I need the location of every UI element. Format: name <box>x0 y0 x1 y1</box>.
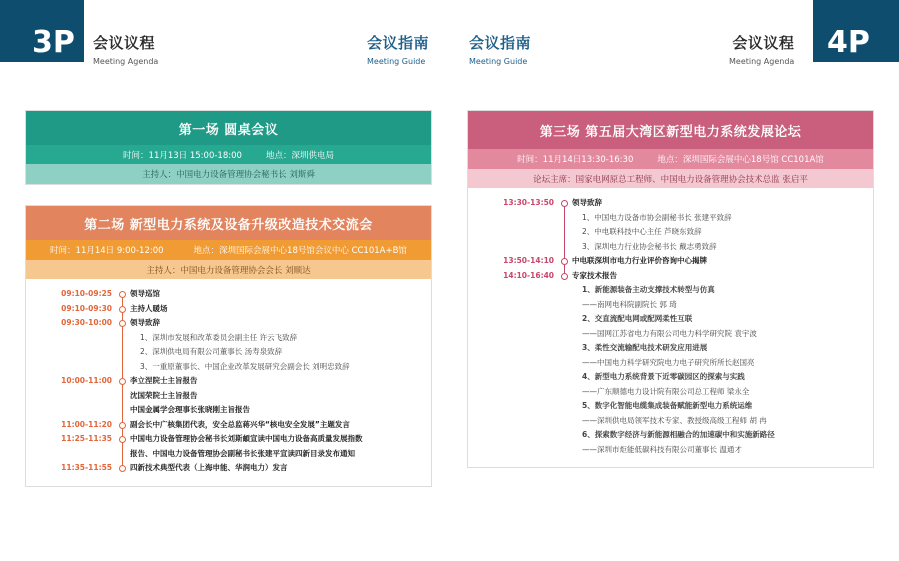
agenda-text: 报告、中国电力设备管理协会副秘书长张建平宣读四新目录发布通知 <box>130 448 355 458</box>
agenda-time: 09:10-09:25 <box>61 289 112 298</box>
agenda-row <box>468 196 873 211</box>
agenda-time: 13:30-13:50 <box>503 198 554 207</box>
agenda-text: 沈国荣院士主旨报告 <box>130 390 198 400</box>
session2-place: 地点：深圳国际会展中心18号馆会议中心 CC101A+B馆 <box>193 246 407 256</box>
agenda-text: 2、交直流配电网或配网柔性互联 <box>582 314 693 323</box>
agenda-text: 中国金属学会理事长张晓刚主旨报告 <box>130 405 250 414</box>
agenda-text: 6、探索数字经济与新能源相融合的加速碳中和实施新路径 <box>582 430 775 439</box>
agenda-row <box>468 341 873 356</box>
guide-title-zh: 会议指南 <box>367 34 430 52</box>
timeline-dot <box>118 374 126 389</box>
guide-title-en: Meeting Guide <box>367 57 426 66</box>
agenda-row <box>26 331 431 346</box>
agenda-time: 11:25-11:35 <box>61 434 112 443</box>
agenda-row <box>468 240 873 255</box>
agenda-text: 2、中电联科技中心主任 芦晓东致辞 <box>582 227 702 236</box>
header-agenda-right <box>729 32 794 66</box>
session3-info <box>468 149 873 169</box>
session1-info <box>26 145 431 164</box>
agenda-text: ——南网电科院副院长 郭 琦 <box>582 299 677 309</box>
agenda-time: 09:30-10:00 <box>61 318 112 327</box>
agenda-text: 3、一重原董事长、中国企业改革发展研究会副会长 刘明忠致辞 <box>140 361 350 371</box>
header-guide-left <box>367 32 429 66</box>
agenda-text: 领导致辞 <box>572 198 602 207</box>
agenda-text: 1、新能源装备主动支撑技术转型与仿真 <box>582 285 715 294</box>
session3-card <box>467 110 874 468</box>
header-title-en: Meeting Agenda <box>729 57 795 66</box>
agenda-row <box>26 302 431 317</box>
agenda-time: 11:00-11:20 <box>61 419 112 429</box>
agenda-row <box>468 370 873 385</box>
agenda-text: 主持人暖场 <box>130 303 168 313</box>
header-guide-right <box>469 32 531 66</box>
timeline-dot <box>118 461 126 476</box>
agenda-text: 李立涅院士主旨报告 <box>130 376 198 385</box>
session3-title: 第三场 第五届大湾区新型电力系统发展论坛 <box>468 111 873 149</box>
timeline-dot <box>118 418 126 433</box>
agenda-text: 2、深圳供电局有限公司董事长 汤寿泉致辞 <box>140 347 283 356</box>
agenda-text: 3、柔性交流输配电技术研发应用进展 <box>582 343 708 352</box>
agenda-row <box>468 254 873 269</box>
agenda-text: 1、中国电力设备市协会副秘书长 张建平致辞 <box>582 212 732 222</box>
agenda-text: ——深圳供电局领军技术专家、教授级高级工程师 胡 冉 <box>582 415 767 425</box>
agenda-row <box>468 283 873 298</box>
agenda-row <box>468 443 873 458</box>
agenda-row <box>468 211 873 226</box>
agenda-row <box>468 356 873 371</box>
timeline-dot <box>118 316 126 331</box>
session2-info <box>26 240 431 260</box>
session3-agenda <box>468 188 873 467</box>
session1-place: 地点：深圳供电局 <box>265 150 334 161</box>
agenda-time: 13:50-14:10 <box>503 256 554 265</box>
agenda-text: 3、深圳电力行业协会秘书长 戴志勇致辞 <box>582 241 717 251</box>
session3-host: 论坛主席：国家电网原总工程师、中国电力设备管理协会技术总监 张启平 <box>468 169 873 188</box>
agenda-row <box>26 316 431 331</box>
agenda-row <box>468 385 873 400</box>
header-title-en: Meeting Agenda <box>93 57 159 66</box>
agenda-row <box>26 432 431 447</box>
agenda-text: 四新技术典型代表（上海申能、华润电力）发言 <box>130 463 288 472</box>
session1-title: 第一场 圆桌会议 <box>26 111 431 145</box>
session1-card <box>25 110 432 185</box>
agenda-row <box>26 360 431 375</box>
agenda-row <box>468 312 873 327</box>
page-number-left: 3P <box>0 0 84 62</box>
agenda-text: 领导致辞 <box>130 318 160 327</box>
session2-card <box>25 205 432 487</box>
agenda-text: 1、深圳市发展和改革委员会副主任 许云飞致辞 <box>140 332 298 342</box>
agenda-row <box>468 225 873 240</box>
session2-host: 主持人：中国电力设备管理协会会长 刘顺达 <box>26 260 431 279</box>
agenda-row <box>26 418 431 433</box>
agenda-row <box>26 389 431 404</box>
agenda-text: 副会长中广核集团代表，安全总监蒋兴华“核电安全发展”主题发言 <box>130 419 350 429</box>
header-title-zh: 会议议程 <box>732 34 795 52</box>
session1-time: 时间：11月13日 15:00-18:00 <box>123 150 242 161</box>
agenda-row <box>26 287 431 302</box>
agenda-text: ——广东顺德电力设计院有限公司总工程师 梁永全 <box>582 386 750 396</box>
agenda-text: 中电联深圳市电力行业评价咨询中心揭牌 <box>572 256 707 265</box>
agenda-text: 专家技术报告 <box>572 270 617 280</box>
agenda-time: 10:00-11:00 <box>61 376 112 385</box>
agenda-row <box>26 374 431 389</box>
agenda-row <box>468 414 873 429</box>
agenda-row <box>468 327 873 342</box>
timeline-dot <box>118 287 126 302</box>
agenda-row <box>468 298 873 313</box>
agenda-text: 4、新型电力系统背景下近零碳园区的探索与实践 <box>582 372 745 381</box>
agenda-row <box>26 345 431 360</box>
timeline-dot <box>118 432 126 447</box>
timeline-dot <box>560 269 568 284</box>
agenda-text: 领导巡馆 <box>130 289 160 298</box>
guide-title-zh: 会议指南 <box>469 34 532 52</box>
agenda-time: 14:10-16:40 <box>503 270 554 280</box>
guide-title-en: Meeting Guide <box>469 57 528 66</box>
session2-agenda <box>26 279 431 486</box>
session3-time: 时间：11月14日13:30-16:30 <box>517 155 634 165</box>
timeline-dot <box>560 254 568 269</box>
agenda-text: ——国网江苏省电力有限公司电力科学研究院 袁宇波 <box>582 328 757 338</box>
header-agenda-left <box>93 32 158 66</box>
session2-title: 第二场 新型电力系统及设备升级改造技术交流会 <box>26 206 431 240</box>
agenda-time: 11:35-11:55 <box>61 463 112 472</box>
session1-host: 主持人：中国电力设备管理协会秘书长 刘斯舜 <box>26 164 431 184</box>
agenda-row <box>26 461 431 476</box>
agenda-text: ——中国电力科学研究院电力电子研究所所长赵国亮 <box>582 357 755 367</box>
agenda-row <box>468 399 873 414</box>
page-number-right: 4P <box>813 0 899 62</box>
timeline-dot <box>560 196 568 211</box>
agenda-row <box>468 428 873 443</box>
agenda-row <box>26 403 431 418</box>
agenda-text: ——深圳市炬能低碳科技有限公司董事长 温通才 <box>582 444 742 454</box>
agenda-text: 5、数字化智能电缆集成装备赋能新型电力系统运维 <box>582 401 753 410</box>
timeline-dot <box>118 302 126 317</box>
header-title-zh: 会议议程 <box>93 34 156 52</box>
agenda-time: 09:10-09:30 <box>61 303 112 313</box>
agenda-row <box>468 269 873 284</box>
agenda-text: 中国电力设备管理协会秘书长刘斯頔宣读中国电力设备高质量发展指数 <box>130 434 363 443</box>
agenda-row <box>26 447 431 462</box>
session2-time: 时间：11月14日 9:00-12:00 <box>50 246 164 256</box>
session3-place: 地点：深圳国际会展中心18号馆 CC101A馆 <box>657 155 824 165</box>
